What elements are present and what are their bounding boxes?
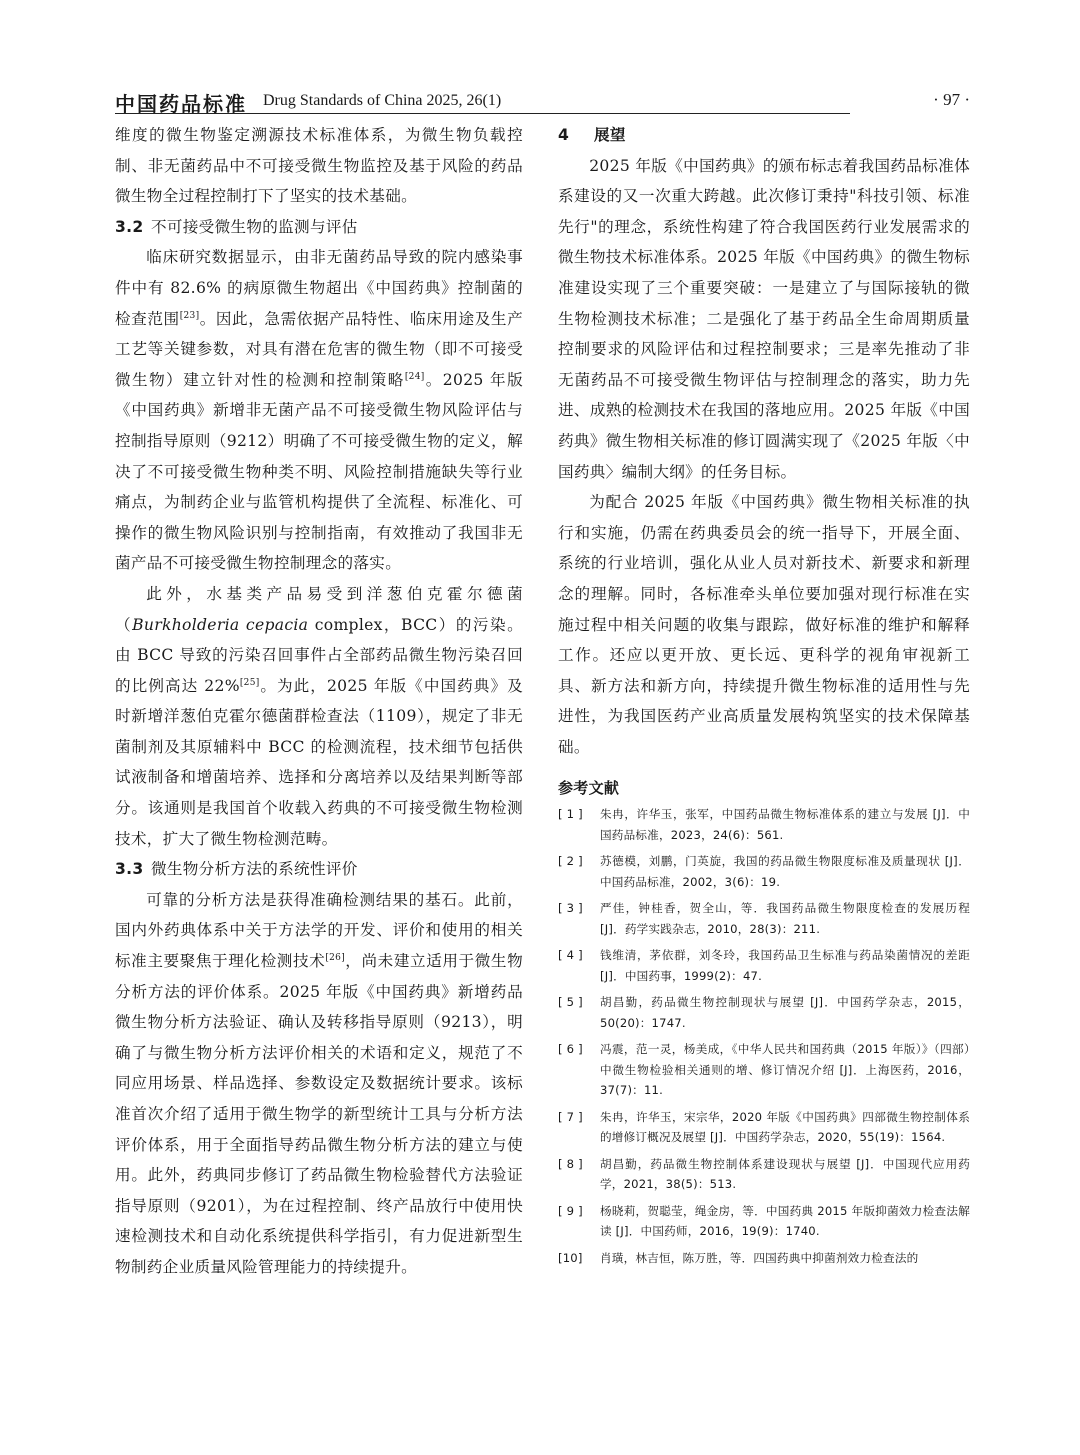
intro-paragraph: 维度的微生物鉴定溯源技术标准体系，为微生物负载控制、非无菌药品中不可接受微生物监控及基于风险的药品微生物全过程控制打下了坚实的技术基础。 [115, 126, 523, 206]
reference-number: [ 3 ] [558, 901, 583, 916]
section-title: 不可接受微生物的监测与评估 [151, 217, 358, 236]
reference-text: 朱冉，许华玉，张军，中国药品微生物标准体系的建立与发展 [J]．中国药品标准，2023，24(6)：561. [600, 807, 970, 842]
section-3-3-paragraph-1 [115, 885, 523, 1283]
reference-item [558, 851, 970, 892]
citation: [26] [325, 953, 346, 964]
reference-text: 冯震，范一灵，杨美成，《中华人民共和国药典（2015 年版）》（四部）中微生物检验相关通则的增、修订情况介绍 [J]．上海医药，2016，37(7)：11. [600, 1042, 970, 1098]
reference-item [558, 1248, 970, 1269]
section-4-heading [558, 120, 970, 151]
text-run: 可靠的分析方法是获得准确检测结果的基石。此前，国内外药典体系中关于方法学的开发、评价和使用的相关标准主要聚焦于理化检测技术 [115, 890, 523, 971]
reference-text: 胡昌勤，药品微生物控制体系建设现状与展望 [J]．中国现代应用药学，2021，38(5)：513. [600, 1156, 970, 1192]
reference-number: [ 8 ] [558, 1156, 583, 1171]
section-title: 微生物分析方法的系统性评价 [151, 860, 358, 879]
reference-number: [10] [558, 1250, 583, 1265]
right-column [558, 120, 970, 1274]
section-number: 3.2 [115, 217, 144, 236]
reference-text: 肖璜，林吉恒，陈万胜，等．四国药典中抑菌剂效力检查法的 [600, 1250, 919, 1265]
reference-number: [ 9 ] [558, 1203, 583, 1218]
reference-item [558, 1107, 970, 1148]
text-run: 。2025 年版《中国药典》新增非无菌产品不可接受微生物风险评估与控制指导原则（9212）明确了不可接受微生物的定义，解决了不可接受微生物种类不明、风险控制措施缺失等行业痛点，为制药企业与监管机构提供了全流程、标准化、可操作的微生物风险识别与控制指南，有效推动了我国非无菌产品不可接受微生物控制理念的落实。 [115, 370, 523, 573]
species-name: Burkholderia cepacia [132, 615, 309, 634]
section-number: 3.3 [115, 860, 144, 879]
reference-item [558, 1154, 970, 1195]
reference-item [558, 804, 970, 845]
reference-item [558, 898, 970, 939]
citation: [24] [404, 371, 425, 382]
text-run: 。因此，急需依据产品特性、临床用途及生产工艺等关键参数，对具有潜在危害的微生物（即不可接受微生物）建立针对性的检测和控制策略 [115, 309, 523, 389]
section-3-2-paragraph-2 [115, 579, 523, 854]
section-title: 展望 [594, 126, 626, 144]
text-run: 此外，水基类产品易受到洋葱伯克霍尔德菌（ [115, 584, 523, 634]
text-run: 临床研究数据显示，由非无菌药品导致的院内感染事件中有 82.6% 的病原微生物超出《中国药典》控制菌的检查范围 [115, 248, 523, 328]
section-3-3-heading [115, 854, 523, 885]
journal-title-cn: 中国药品标准 [115, 92, 247, 116]
reference-item [558, 1201, 970, 1242]
reference-item [558, 992, 970, 1033]
reference-text: 朱冉，许华玉，宋宗华，2020 年版《中国药典》四部微生物控制体系的增修订概况及展望 [J]．中国药学杂志，2020，55(19)：1564. [600, 1109, 970, 1145]
reference-number: [ 4 ] [558, 948, 583, 963]
references-title: 参考文献 [558, 779, 620, 798]
section-3-2-heading [115, 212, 523, 243]
reference-number: [ 6 ] [558, 1042, 583, 1057]
running-header [115, 88, 970, 114]
citation: [25] [239, 677, 260, 688]
header-rule [115, 113, 850, 114]
section-4-paragraph-2: 为配合 2025 年版《中国药典》微生物相关标准的执行和实施，仍需在药典委员会的统一指导下，开展全面、系统的行业培训，强化从业人员对新技术、新要求和新理念的理解。同时，各标准牵头单位要加强对现行标准在实施过程中相关问题的收集与跟踪，做好标准的维护和解释工作。还应以更开放、更长远、更科学的视角审视新工具、新方法和新方向，持续提升微生物标准的适用性与先进性，为我国医药产业高质量发展构筑坚实的技术保障基础。 [558, 493, 970, 756]
reference-list [558, 804, 970, 1268]
section-3-2-paragraph-1 [115, 242, 523, 579]
reference-text: 杨晓莉，贺聪莹，绳金房，等．中国药典 2015 年版抑菌效力检查法解读 [J]．中国药师，2016，19(9)：1740. [600, 1203, 970, 1239]
text-run: ，尚未建立适用于微生物分析方法的评价体系。2025 年版《中国药典》新增药品微生物分析方法验证、确认及转移指导原则（9213），明确了与微生物分析方法评价相关的术语和定义，规范了不同应用场景、样品选择、参数设定及数据统计要求。该标准首次介绍了适用于微生物学的新型统计工具与分析方法评价体系，用于全面指导药品微生物分析方法的建立与使用。此外，药典同步修订了药品微生物检验替代方法验证指导原则（9201），为在过程控制、终产品放行中使用快速检测技术和自动化系统提供科学指引，有力促进新型生物制药企业质量风险管理能力的持续提升。 [115, 952, 523, 1276]
spacer [558, 762, 970, 776]
citation: [23] [179, 310, 200, 321]
journal-title-en: Drug Standards of China 2025, 26(1) [263, 92, 502, 109]
reference-item [558, 1039, 970, 1101]
reference-text: 苏德模，刘鹏，门英旋，我国的药品微生物限度标准及质量现状 [J]．中国药品标准，2002，3(6)：19. [600, 854, 970, 889]
reference-text: 胡昌勤，药品微生物控制现状与展望 [J]．中国药学杂志，2015，50(20)：1747. [600, 995, 970, 1030]
text-run: complex，BCC）的污染。由 BCC 导致的污染召回事件占全部药品微生物污染召回的比例高达 22% [115, 615, 523, 695]
reference-number: [ 7 ] [558, 1109, 583, 1124]
text-run: 。为此，2025 年版《中国药典》及时新增洋葱伯克霍尔德菌群检查法（1109），规定了非无菌制剂及其原辅料中 BCC 的检测流程，技术细节包括供试液制备和增菌培养、选择和分离培养以及结果判断等部分。该通则是我国首个收载入药典的不可接受微生物检测技术，扩大了微生物检测范畴。 [115, 676, 523, 848]
reference-text: 钱维清，茅依群，刘冬玲，我国药品卫生标准与药品染菌情况的差距 [J]．中国药事，1999(2)：47. [600, 948, 970, 983]
reference-number: [ 1 ] [558, 807, 583, 822]
page-number: · 97 · [933, 90, 970, 109]
reference-item [558, 945, 970, 986]
reference-text: 严佳，钟桂香，贺全山，等．我国药品微生物限度检查的发展历程 [J]．药学实践杂志，2010，28(3)：211. [600, 901, 970, 936]
section-number: 4 [558, 126, 570, 144]
section-4-paragraph-1: 2025 年版《中国药典》的颁布标志着我国药品标准体系建设的又一次重大跨越。此次修订秉持"科技引领、标准先行"的理念，系统性构建了符合我国医药行业发展需求的微生物技术标准体系。2025 年版《中国药典》的微生物标准建设实现了三个重要突破：一是建立了与国际接轨的微生物检测技术标准；二是强化了基于药品全生命周期质量控制要求的风险评估和过程控制要求；三是率先推动了非无菌药品不可接受微生物评估与控制理念的落实，助力先进、成熟的检测技术在我国的落地应用。2025 年版《中国药典》微生物相关标准的修订圆满实现了《2025 年版〈中国药典〉编制大纲》的任务目标。 [558, 156, 970, 481]
left-column [115, 120, 523, 1283]
reference-number: [ 5 ] [558, 995, 583, 1010]
reference-number: [ 2 ] [558, 854, 583, 869]
